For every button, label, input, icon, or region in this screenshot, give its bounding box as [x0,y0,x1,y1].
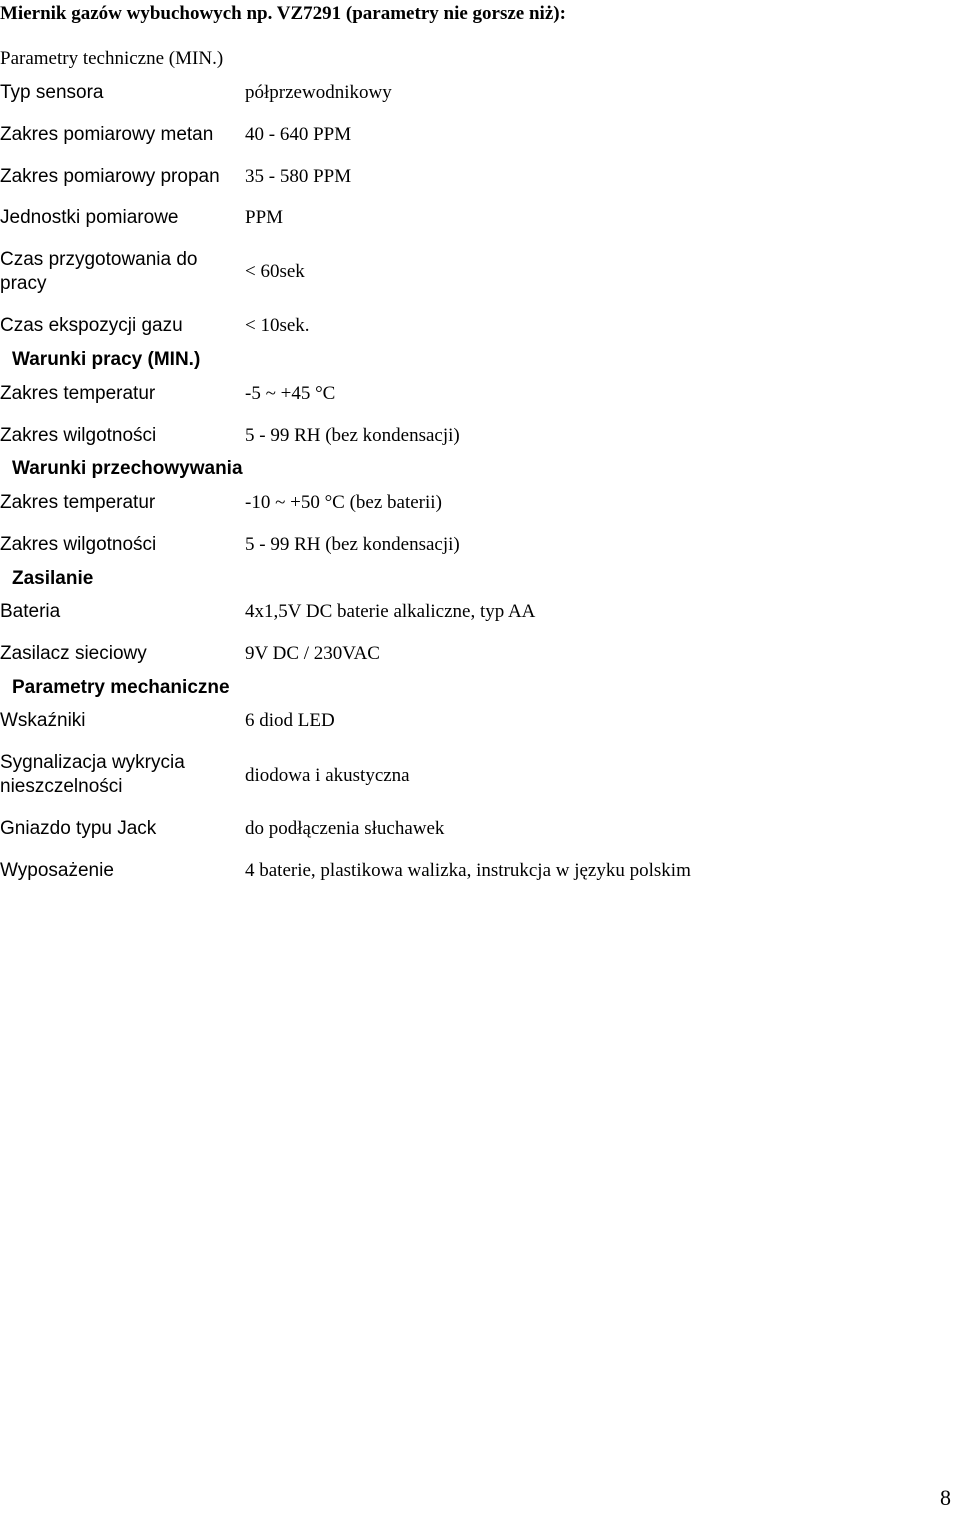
spec-value: diodowa i akustyczna [245,765,410,786]
spec-label: Zasilacz sieciowy [0,643,147,664]
spec-value: < 10sek. [245,315,310,336]
section-heading-storage: Warunki przechowywania [12,458,243,479]
spec-value: 35 - 580 PPM [245,166,352,187]
spec-value: 40 - 640 PPM [245,124,352,145]
spec-label: Wyposażenie [0,860,114,881]
section-heading-power: Zasilanie [12,568,94,589]
section-heading-tech: Parametry techniczne (MIN.) [0,48,224,69]
spec-label: Zakres wilgotności [0,425,157,446]
section-heading-work: Warunki pracy (MIN.) [12,349,201,370]
spec-value: 9V DC / 230VAC [245,643,380,664]
spec-label: Bateria [0,601,61,622]
spec-label: Zakres temperatur [0,492,156,513]
spec-value: -5 ~ +45 °C [245,383,336,404]
spec-value: < 60sek [245,261,305,282]
spec-label: Gniazdo typu Jack [0,818,157,839]
spec-label: Sygnalizacja wykrycia nieszczelności [0,752,185,797]
spec-label: Jednostki pomiarowe [0,207,179,228]
page-number: 8 [940,1485,951,1510]
spec-label: Wskaźniki [0,710,86,731]
spec-label: Czas przygotowania do pracy [0,249,198,294]
spec-label: Czas ekspozycji gazu [0,315,183,336]
section-heading-mech: Parametry mechaniczne [12,677,230,698]
spec-label: Zakres wilgotności [0,534,157,555]
spec-value: 6 diod LED [245,710,335,731]
spec-value: do podłączenia słuchawek [245,818,445,839]
spec-label: Typ sensora [0,82,104,103]
spec-value: półprzewodnikowy [245,82,392,103]
spec-value: 4x1,5V DC baterie alkaliczne, typ AA [245,601,536,622]
spec-value: 5 - 99 RH (bez kondensacji) [245,534,460,555]
document-title: Miernik gazów wybuchowych np. VZ7291 (parametry nie gorsze niż): [0,3,566,24]
spec-value: -10 ~ +50 °C (bez baterii) [245,492,442,513]
spec-label: Zakres temperatur [0,383,156,404]
spec-value: 4 baterie, plastikowa walizka, instrukcja w języku polskim [245,860,691,881]
spec-value: PPM [245,207,284,228]
spec-label: Zakres pomiarowy metan [0,124,214,145]
spec-value: 5 - 99 RH (bez kondensacji) [245,425,460,446]
spec-label: Zakres pomiarowy propan [0,166,220,187]
